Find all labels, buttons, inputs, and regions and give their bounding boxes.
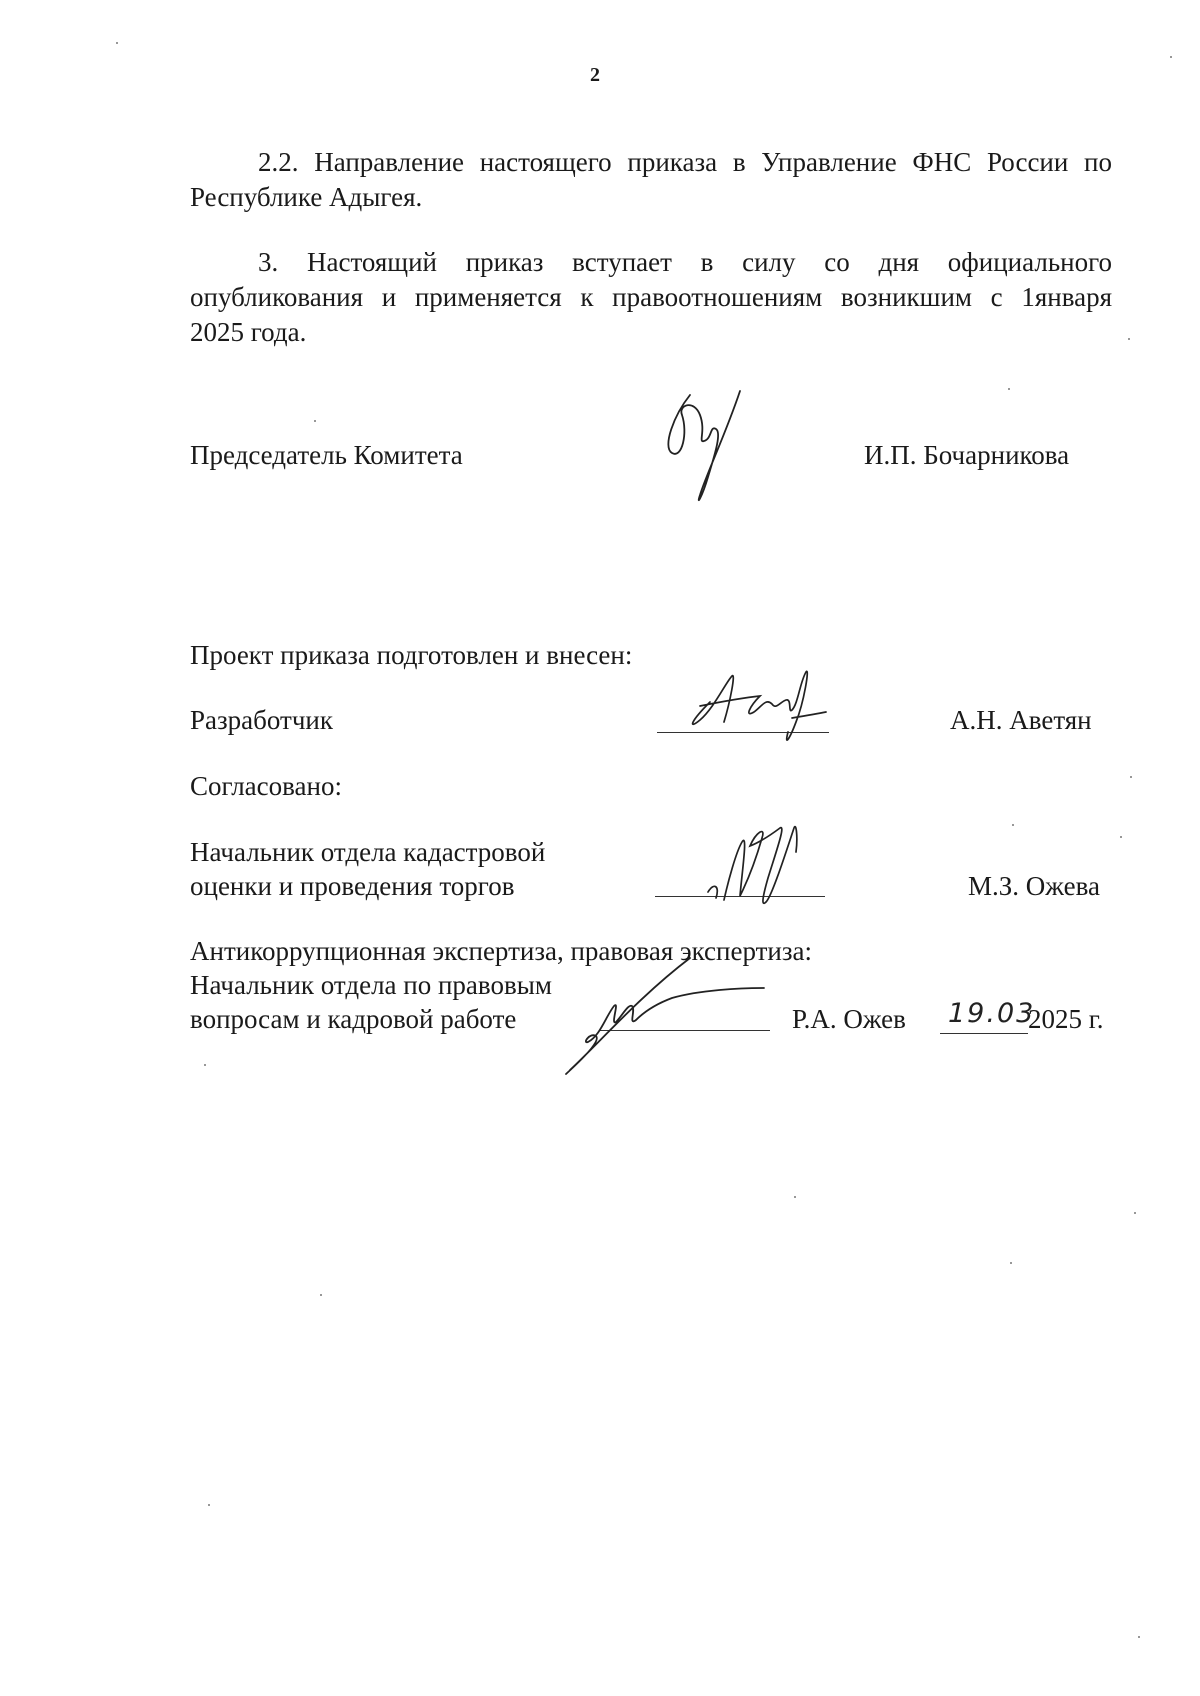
- cadastral-signature: [700, 812, 810, 917]
- scan-speck: [208, 1504, 210, 1506]
- date-handwritten: 19.03: [948, 998, 1036, 1029]
- chair-title: Председатель Комитета: [190, 440, 463, 470]
- legal-role-line-2: вопросам и кадровой работе: [190, 1004, 517, 1034]
- scan-speck: [1008, 388, 1010, 390]
- expertise-heading: Антикоррупционная экспертиза, правовая экспертиза:: [190, 936, 813, 966]
- legal-signature: [560, 930, 780, 1080]
- cadastral-name: М.З. Ожева: [968, 871, 1100, 901]
- scan-speck: [1130, 776, 1132, 778]
- paragraph-3-line-3: 2025 года.: [190, 317, 307, 347]
- cadastral-role-line-1: Начальник отдела кадастровой: [190, 837, 546, 867]
- developer-name: А.Н. Аветян: [950, 705, 1092, 735]
- scan-speck: [320, 1294, 322, 1296]
- scan-speck: [314, 420, 316, 422]
- scan-speck: [1138, 1636, 1140, 1638]
- chair-signature: [660, 385, 750, 510]
- paragraph-3-line-2: опубликования и применяется к правоотношениям возникшим с 1января: [190, 282, 1112, 312]
- scan-speck: [1170, 56, 1172, 58]
- date-suffix: 2025 г.: [1028, 1004, 1104, 1034]
- scan-speck: [1012, 824, 1014, 826]
- scan-speck: [204, 1064, 206, 1066]
- developer-role: Разработчик: [190, 705, 333, 735]
- approved-heading: Согласовано:: [190, 771, 342, 801]
- paragraph-2-2-line-1: 2.2. Направление настоящего приказа в Управление ФНС России по: [258, 147, 1112, 177]
- page-number: 2: [590, 64, 600, 86]
- scan-speck: [1134, 1212, 1136, 1214]
- legal-name: Р.А. Ожев: [792, 1004, 906, 1034]
- scan-speck: [1120, 836, 1122, 838]
- project-heading: Проект приказа подготовлен и внесен:: [190, 640, 633, 670]
- date-underline: [940, 1033, 1028, 1034]
- legal-role-line-1: Начальник отдела по правовым: [190, 970, 552, 1000]
- paragraph-2-2: [190, 145, 1112, 215]
- developer-signature: [680, 662, 830, 752]
- cadastral-role-line-2: оценки и проведения торгов: [190, 871, 515, 901]
- chair-name: И.П. Бочарникова: [864, 440, 1070, 470]
- paragraph-3: [190, 245, 1112, 350]
- paragraph-3-line-1: 3. Настоящий приказ вступает в силу со дня официального: [258, 247, 1112, 277]
- scan-speck: [1128, 338, 1130, 340]
- scan-speck: [794, 1196, 796, 1198]
- paragraph-2-2-line-2: Республике Адыгея.: [190, 182, 423, 212]
- scan-speck: [1010, 1262, 1012, 1264]
- scan-speck: [116, 42, 118, 44]
